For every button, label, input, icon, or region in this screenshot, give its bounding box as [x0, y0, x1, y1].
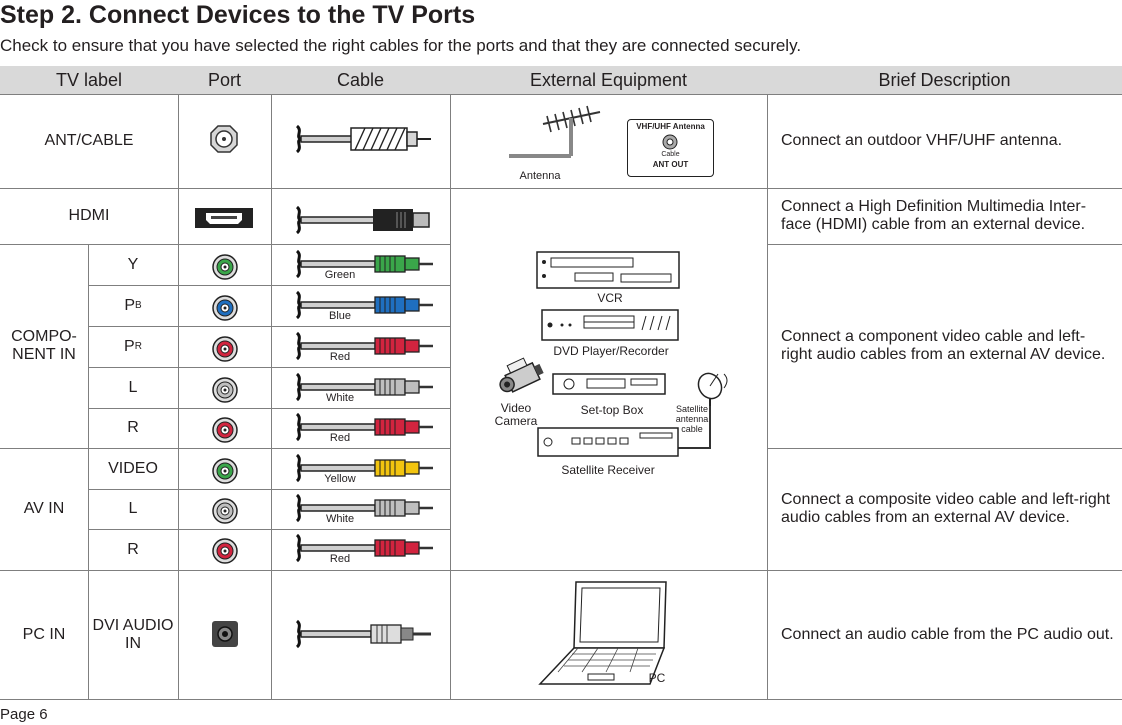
dvd-player-label: DVD Player/Recorder — [553, 344, 669, 358]
col-divider — [271, 94, 272, 699]
dvd-player-icon — [540, 308, 680, 344]
satellite-cable-label: Satellite antenna cable — [675, 404, 709, 434]
row-divider — [0, 699, 1122, 700]
description-hdmi: Connect a High Definition Multimedia Inter-face (HDMI) cable from an external device. — [781, 198, 1087, 233]
antenna-label: Antenna — [519, 170, 561, 182]
hdmi-port-icon — [194, 207, 254, 229]
header-external-equipment: External Equipment — [450, 66, 767, 94]
video-camera-label: Video Camera — [494, 401, 538, 428]
cable-color-label: Red — [329, 553, 351, 565]
label-ant-cable: ANT/CABLE — [44, 132, 134, 149]
header-tv-label: TV label — [0, 66, 178, 94]
cable-color-label: Yellow — [324, 473, 356, 485]
label-av-in: AV IN — [23, 500, 65, 517]
set-top-box-icon — [551, 370, 667, 400]
set-top-box-label: Set-top Box — [580, 403, 644, 417]
port-name-av-l: L — [128, 500, 138, 517]
coax-cable-icon — [293, 123, 441, 155]
rca-port-white-icon — [211, 376, 239, 404]
rca-port-white-icon — [211, 497, 239, 525]
description-component: Connect a component video cable and left-right audio cables from an external AV device. — [781, 328, 1106, 363]
description-av: Connect a composite video cable and left-right audio cables from an external AV device. — [781, 491, 1111, 526]
port-name-video: VIDEO — [108, 459, 158, 477]
col-divider — [450, 94, 451, 699]
antenna-panel-out: ANT OUT — [652, 160, 689, 169]
satellite-receiver-icon — [536, 424, 680, 462]
port-name-r: R — [127, 419, 139, 436]
col-divider — [178, 188, 179, 244]
vcr-label: VCR — [597, 291, 623, 305]
description-pc: Connect an audio cable from the PC audio out. — [781, 625, 1114, 643]
connection-table — [0, 66, 1122, 700]
header-port: Port — [178, 66, 271, 94]
port-name-pb: P B — [124, 296, 142, 314]
cable-color-label: Green — [324, 269, 356, 281]
pc-label: PC — [648, 671, 666, 685]
vcr-icon — [535, 250, 681, 292]
cable-color-label: Blue — [328, 310, 352, 322]
label-pc-in: PC IN — [22, 625, 66, 643]
antenna-panel-title: VHF/UHF Antenna — [636, 122, 705, 131]
antenna-panel — [627, 119, 714, 177]
label-hdmi: HDMI — [68, 207, 110, 224]
audio-cable-icon — [293, 618, 441, 650]
cable-color-label: Red — [329, 432, 351, 444]
label-component-in: COMPO-NENT IN — [11, 328, 77, 363]
page-subtitle: Check to ensure that you have selected the right cables for the ports and that they are connected securely. — [0, 36, 802, 55]
rca-port-green-icon — [211, 457, 239, 485]
rca-port-green-icon — [211, 253, 239, 281]
col-divider — [178, 244, 179, 699]
col-divider — [178, 94, 179, 188]
port-name-av-r: R — [127, 540, 139, 558]
rca-port-red-icon — [211, 335, 239, 363]
header-brief-description: Brief Description — [767, 66, 1122, 94]
description-ant-cable: Connect an outdoor VHF/UHF antenna. — [781, 132, 1063, 149]
rca-port-red-icon — [211, 537, 239, 565]
port-name-l: L — [128, 378, 138, 396]
satellite-receiver-label: Satellite Receiver — [561, 463, 655, 477]
port-name-dvi-audio: DVI AUDIO IN — [92, 616, 174, 652]
coax-port-icon — [209, 124, 239, 154]
audio-jack-port-icon — [210, 619, 240, 649]
coax-jack-icon — [662, 134, 678, 150]
rca-port-blue-icon — [211, 294, 239, 322]
page-title: Step 2. Connect Devices to the TV Ports — [0, 1, 476, 29]
cable-color-label: White — [325, 392, 355, 404]
port-name-pr: P R — [124, 337, 142, 355]
cable-color-label: Red — [329, 351, 351, 363]
rca-port-red-icon — [211, 416, 239, 444]
port-name-y: Y — [127, 255, 139, 273]
header-cable: Cable — [271, 66, 450, 94]
cable-color-label: White — [325, 513, 355, 525]
page-number: Page 6 — [0, 706, 48, 723]
antenna-panel-cable: Cable — [661, 151, 680, 158]
hdmi-cable-icon — [293, 204, 441, 236]
video-camera-icon — [497, 350, 549, 402]
